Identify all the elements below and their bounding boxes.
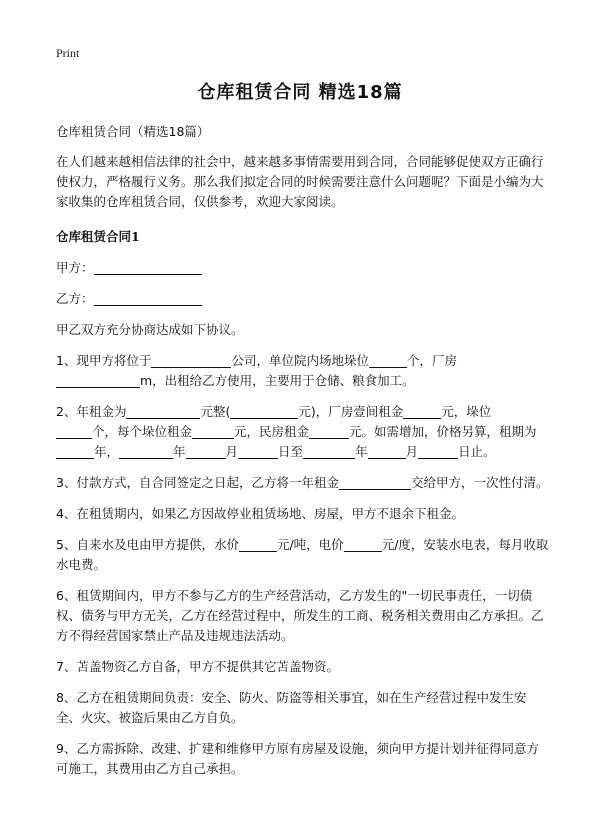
clause-2-text: 元整( [200, 404, 231, 419]
clause-4: 4、在租赁期内，如果乙方因故停业租赁场地、房屋，甲方不退余下租金。 [56, 506, 464, 521]
clause-1 [56, 351, 550, 391]
clause-5 [56, 535, 550, 575]
blank-field [303, 444, 355, 459]
clause-2-text: 元。如需增加，价格另算，租期为 [349, 424, 537, 439]
clause-6: 6、租赁期间内，甲方不参与乙方的生产经营活动，乙方发生的"一切民事责任，一切债权、债务与甲方无关，乙方在经营过程中，所发生的工商、税务相关费用由乙方承担。乙方不得经营国家禁止产品及违规违法活动。 [56, 588, 544, 643]
clause-1-text: 公司，单位院内场地垛位 [231, 353, 369, 368]
clause-2-text: 元)，厂房壹间租金 [298, 404, 404, 419]
clause-2-text: 月 [405, 444, 419, 459]
document-title: 仓库租赁合同 精选18篇 [197, 82, 403, 103]
agreement-line: 甲乙双方充分协商达成如下协议。 [56, 322, 244, 337]
party-b-label: 乙方： [56, 291, 94, 306]
blank-field [119, 444, 173, 459]
clause-2-text: 月 [225, 444, 239, 459]
clause-1-text: 个，厂房 [406, 353, 457, 368]
blank-field [56, 424, 92, 439]
clause-3-text: 交给甲方，一次性付清。 [410, 475, 549, 490]
blank-field [186, 444, 226, 459]
clause-7: 7、苫盖物资乙方自备，甲方不提供其它苫盖物资。 [56, 659, 339, 674]
intro-paragraph: 在人们越来越相信法律的社会中，越来越多事情需要用到合同，合同能够促使双方正确行使权力，严格履行义务。那么我们拟定合同的时候需要注意什么问题呢？下面是小编为大家收集的仓库租赁合同，仅供参考，欢迎大家阅读。 [56, 154, 544, 209]
blank-field [192, 424, 234, 439]
blank-field [403, 404, 441, 419]
section-title: 仓库租赁合同1 [56, 229, 140, 244]
blank-field [56, 373, 140, 388]
blank-field [126, 404, 200, 419]
blank-field [309, 424, 349, 439]
party-b-line [56, 289, 550, 309]
clause-2-text: 个，每个垛位租金 [92, 424, 193, 439]
document-subtitle: 仓库租赁合同（精选18篇） [56, 124, 210, 139]
clause-5-text: 5、自来水及电由甲方提供，水价 [56, 537, 239, 552]
clause-5-text: 元/度，安装水电表，每月收取水电费。 [56, 537, 549, 572]
clause-9: 9、乙方需拆除、改建、扩建和维修甲方原有房屋及设施，须向甲方提计划并征得同意方可施工，其费用由乙方自己承担。 [56, 741, 539, 776]
clause-2-text: 年， [94, 444, 120, 459]
print-link[interactable]: Print [56, 46, 80, 60]
clause-1-text: m，出租给乙方使用，主要用于仓储、粮食加工。 [140, 373, 415, 388]
clause-2-text: 日至 [278, 444, 304, 459]
blank-field [369, 353, 407, 368]
party-a-line [56, 258, 550, 278]
party-a-blank [94, 260, 202, 275]
blank-field [230, 404, 298, 419]
clause-2-text: 元，垛位 [441, 404, 492, 419]
blank-field [418, 444, 458, 459]
clause-2-text: 2、年租金为 [56, 404, 127, 419]
clause-3-text: 3、付款方式，自合同签定之日起，乙方将一年租金 [56, 475, 339, 490]
party-b-blank [94, 291, 202, 306]
blank-field [238, 444, 278, 459]
clause-1-text: 1、现甲方将位于 [56, 353, 152, 368]
blank-field [56, 444, 94, 459]
clause-2-text: 日止。 [458, 444, 496, 459]
blank-field [368, 444, 406, 459]
clause-2-text: 年 [355, 444, 368, 459]
blank-field [151, 353, 231, 368]
clause-5-text: 元/吨，电价 [276, 537, 344, 552]
clause-2-text: 年 [173, 444, 186, 459]
document-body [56, 122, 550, 790]
blank-field [344, 537, 382, 552]
party-a-label: 甲方： [56, 260, 94, 275]
blank-field [239, 537, 277, 552]
clause-2 [56, 402, 550, 462]
clause-2-text: 元，民房租金 [234, 424, 310, 439]
blank-field [339, 475, 411, 490]
clause-3 [56, 473, 550, 493]
clause-8: 8、乙方在租赁期间负责：安全、防火、防盗等相关事宜，如在生产经营过程中发生安全、火灾、被盗后果由乙方自负。 [56, 690, 527, 725]
